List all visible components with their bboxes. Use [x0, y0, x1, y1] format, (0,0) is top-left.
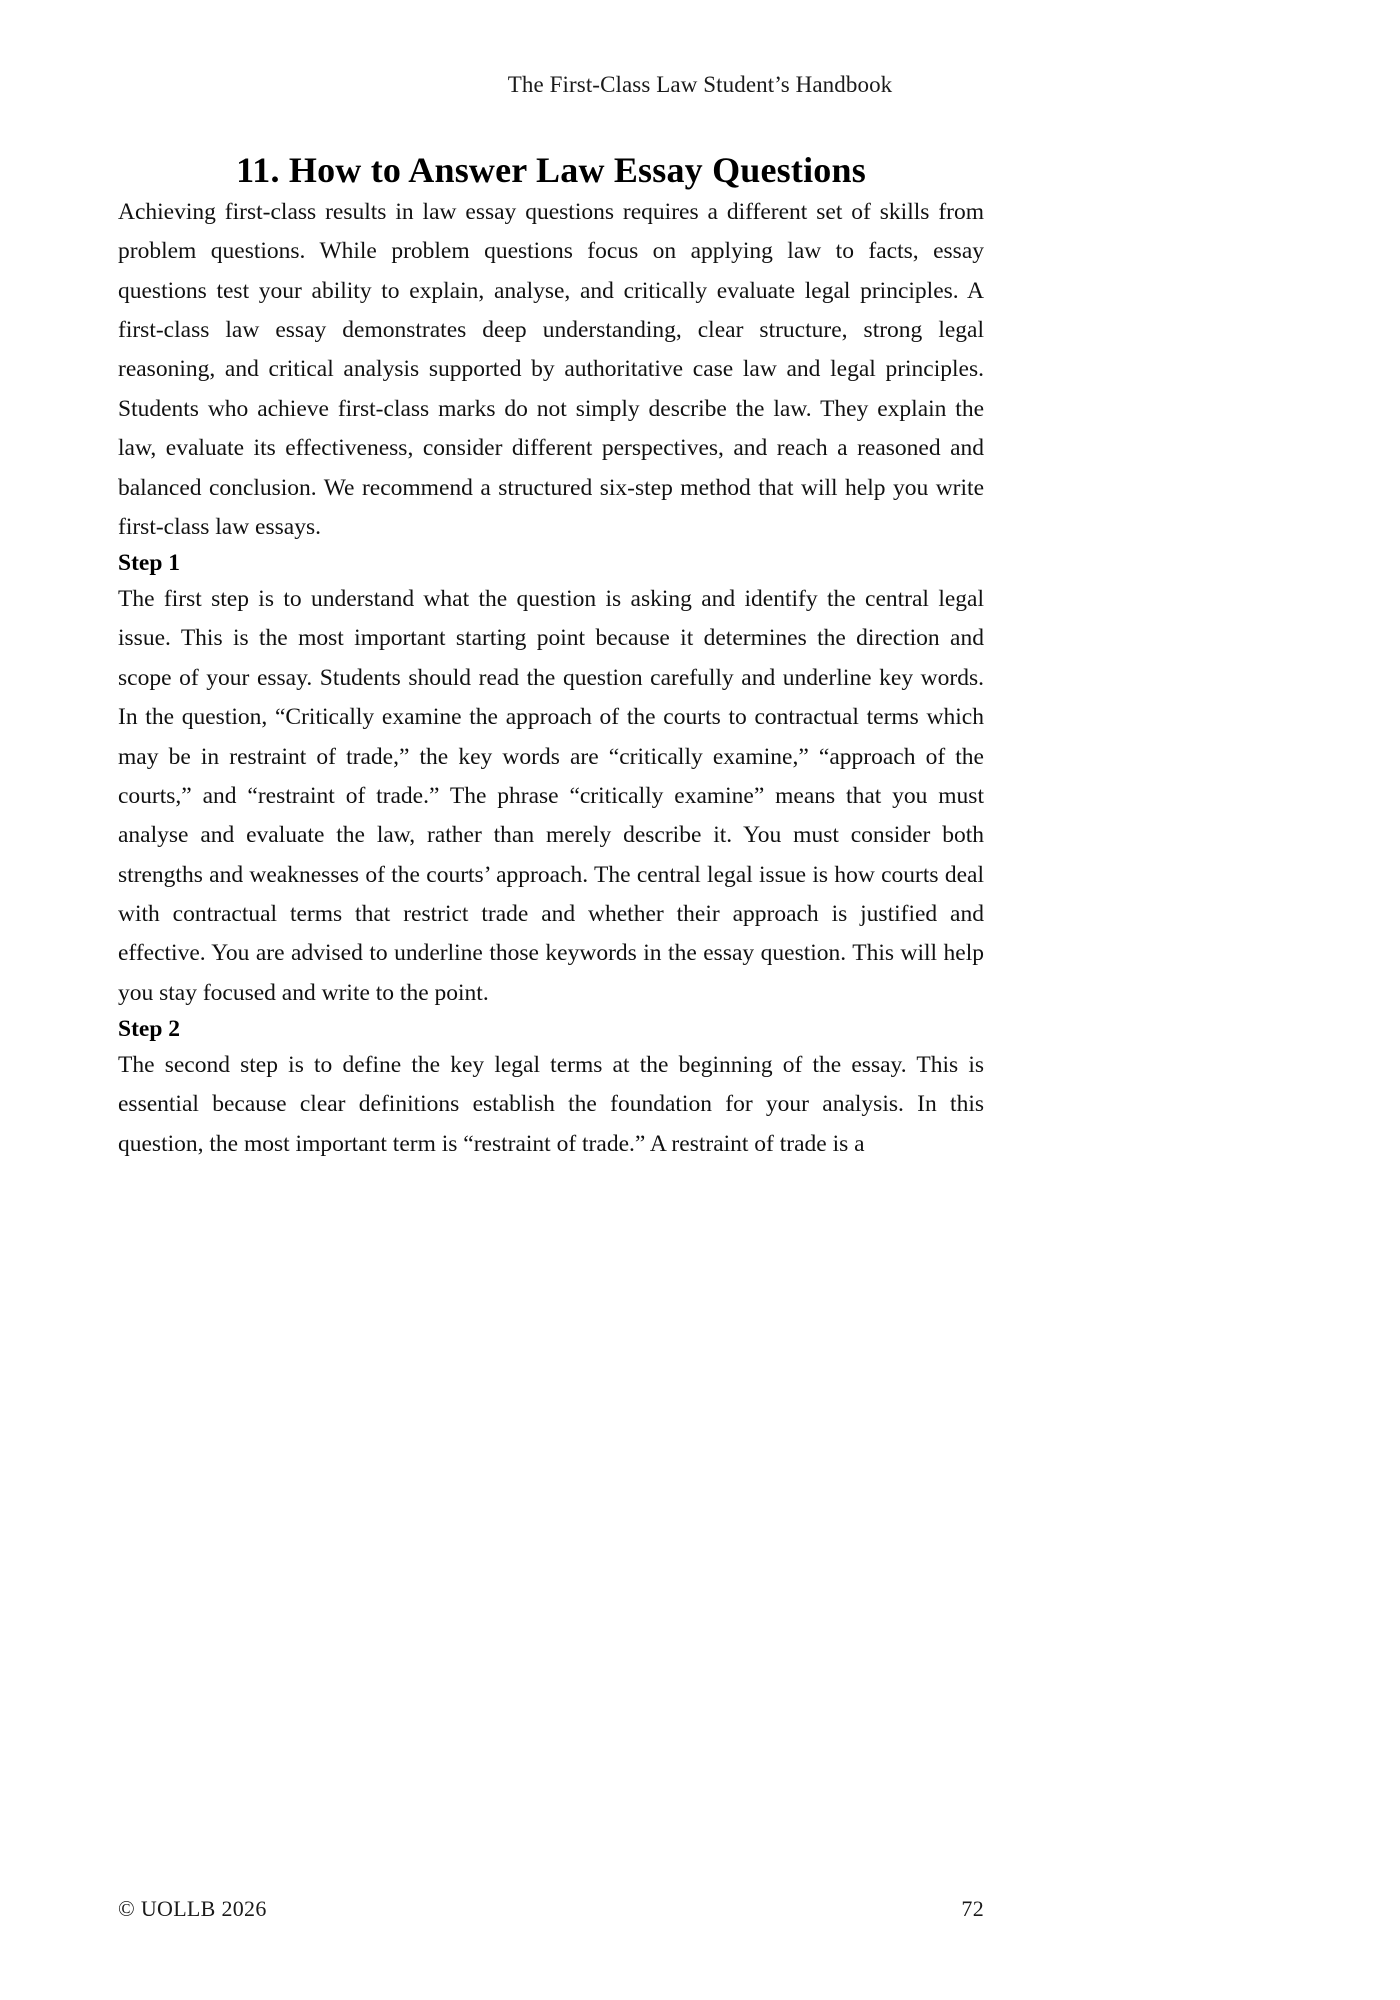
intro-paragraph: Achieving first-class results in law essay questions requires a different set of skills from problem questions. While problem questions focus on applying law to facts, essay questions test your ability to explain, analyse, and critically evaluate legal principles. A first-class law essay demonstrates deep understanding, clear structure, strong legal reasoning, and critical analysis supported by authoritative case law and legal principles. Students who achieve first-class marks do not simply describe the law. They explain the law, evaluate its effectiveness, consider different perspectives, and reach a reasoned and balanced conclusion. We recommend a structured six-step method that will help you write first-class law essays.	[118, 199, 984, 540]
step-2-heading: Step 2	[118, 1016, 181, 1043]
running-header: The First-Class Law Student’s Handbook	[507, 72, 893, 97]
footer-copyright: © UOLLB 2026	[118, 1896, 267, 1921]
page-content	[118, 148, 984, 1164]
step-1-heading: Step 1	[118, 550, 181, 577]
page-footer	[118, 1896, 984, 1922]
chapter-title: 11. How to Answer Law Essay Questions	[236, 150, 866, 190]
step-1-paragraph: The first step is to understand what the question is asking and identify the central legal issue. This is the most important starting point because it determines the direction and scope of your essay. Students should read the question carefully and underline key words. In the question, “Critically examine the approach of the courts to contractual terms which may be in restraint of trade,” the key words are “critically examine,” “approach of the courts,” and “restraint of trade.” The phrase “critically examine” means that you must analyse and evaluate the law, rather than merely describe it. You must consider both strengths and weaknesses of the courts’ approach. The central legal issue is how courts deal with contractual terms that restrict trade and whether their approach is justified and effective. You are advised to underline those keywords in the essay question. This will help you stay focused and write to the point.	[118, 586, 984, 1006]
step-2-paragraph: The second step is to define the key legal terms at the beginning of the essay. This is essential because clear definitions establish the foundation for your analysis. In this question, the most important term is “restraint of trade.” A restraint of trade is a	[118, 1051, 984, 1157]
footer-page-number: 72	[961, 1896, 984, 1921]
